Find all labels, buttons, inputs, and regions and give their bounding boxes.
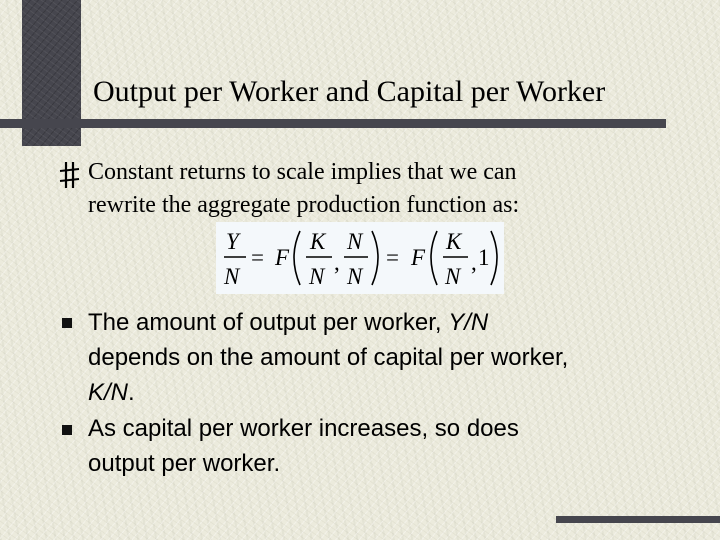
formula-k-2: K xyxy=(446,229,462,254)
hash-bullet-icon xyxy=(58,160,80,190)
slide-title: Output per Worker and Capital per Worker xyxy=(93,75,606,108)
formula-comma-2: , xyxy=(471,250,477,275)
formula-f-1: F xyxy=(275,245,290,270)
formula-equals-1: = xyxy=(251,245,264,270)
formula-n-2: N xyxy=(309,264,325,289)
formula-k-1: K xyxy=(310,229,326,254)
square-bullet-icon xyxy=(62,318,72,328)
formula-graphic xyxy=(216,222,504,294)
footer-accent-bar xyxy=(556,516,720,523)
var-y-over-n: Y/N xyxy=(448,309,489,336)
formula-n-4: N xyxy=(347,264,363,289)
formula-f-2: F xyxy=(411,245,426,270)
bullet-text-capital-increases: As capital per worker increases, so does output per worker. xyxy=(88,415,519,477)
title-underline-bar xyxy=(0,119,666,128)
formula-n-1: N xyxy=(224,264,240,289)
formula-y: Y xyxy=(226,229,239,254)
bullet-text-constant-returns: Constant returns to scale implies that we can rewrite the aggregate production function as: xyxy=(88,159,520,218)
bullet-text-output-per-worker: The amount of output per worker, Y/N depends on the amount of capital per worker, K/N. xyxy=(88,309,569,406)
production-function-formula xyxy=(216,222,504,294)
square-bullet-icon xyxy=(62,425,72,435)
var-k-over-n: K/N xyxy=(88,379,129,406)
formula-one: 1 xyxy=(478,245,490,270)
formula-comma-1: , xyxy=(334,250,340,275)
formula-equals-2: = xyxy=(386,245,399,270)
formula-n-3: N xyxy=(347,229,363,254)
formula-n-5: N xyxy=(445,264,461,289)
